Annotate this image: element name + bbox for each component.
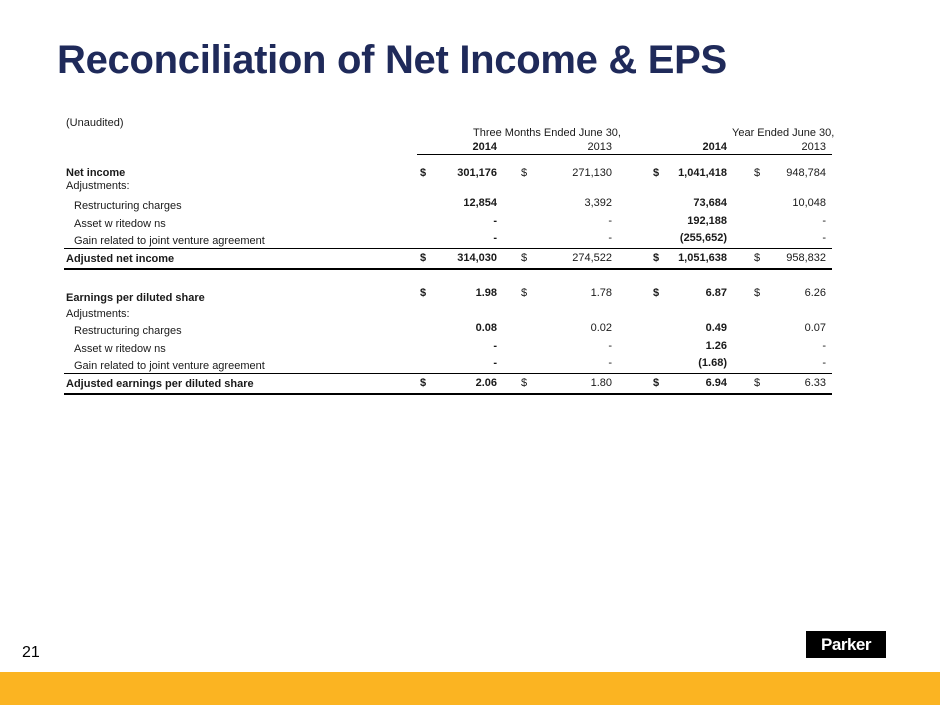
eps-label: Earnings per diluted share: [66, 292, 205, 304]
eps-adjusted-value-2: 1.80: [590, 376, 612, 389]
unaudited-note: (Unaudited): [66, 117, 124, 129]
net-income-adjusted-currency-4: $: [754, 251, 761, 264]
eps-double-rule: [64, 393, 832, 395]
eps-adjustment-2-value-3: 1.26: [705, 339, 727, 352]
eps-adjusted-currency-2: $: [521, 376, 528, 389]
net-income-adjustment-label-2: Asset w ritedow ns: [74, 217, 166, 230]
net-income-main-currency-1: $: [420, 167, 427, 179]
header-year-ended: Year Ended June 30,: [732, 127, 835, 139]
net-income-adjustment-1-value-2: 3,392: [584, 197, 612, 209]
eps-adjusted-currency-1: $: [420, 376, 427, 389]
eps-adjusted-currency-4: $: [754, 376, 761, 389]
net-income-adjustment-label-1: Restructuring charges: [74, 200, 182, 212]
net-income-adjustments-label: Adjustments:: [66, 180, 130, 192]
eps-adjustment-3-value-4: -: [822, 357, 826, 369]
eps-adjustment-3-value-3: (1.68): [698, 357, 727, 369]
eps-main-value-4: 6.26: [804, 287, 826, 299]
header-col2: 2013: [587, 141, 612, 153]
net-income-main-currency-4: $: [754, 167, 761, 179]
net-income-adjusted-value-1: 314,030: [457, 251, 497, 264]
eps-adjusted-value-4: 6.33: [804, 376, 826, 389]
net-income-adjustment-label-3: Gain related to joint venture agreement: [74, 235, 265, 247]
eps-adjustment-3-value-1: -: [493, 357, 497, 369]
eps-adjustment-1-value-3: 0.49: [705, 322, 727, 334]
eps-main-value-3: 6.87: [705, 287, 727, 299]
eps-adjustment-3-value-2: -: [608, 357, 612, 369]
net-income-adjustment-1-value-1: 12,854: [463, 197, 497, 209]
eps-main-currency-2: $: [521, 287, 528, 299]
net-income-adjustment-2-value-1: -: [493, 214, 497, 227]
net-income-adjustment-3-value-2: -: [608, 232, 612, 244]
net-income-adjusted-currency-1: $: [420, 251, 427, 264]
net-income-main-value-4: 948,784: [786, 167, 826, 179]
net-income-double-rule: [64, 268, 832, 270]
net-income-adjusted-value-2: 274,522: [572, 251, 612, 264]
net-income-main-value-3: 1,041,418: [678, 167, 727, 179]
eps-total-rule: [64, 373, 832, 374]
eps-adjustment-label-2: Asset w ritedow ns: [74, 342, 166, 355]
net-income-adjustment-3-value-3: (255,652): [679, 232, 727, 244]
eps-adjustment-1-value-1: 0.08: [475, 322, 497, 334]
net-income-adjustment-1-value-4: 10,048: [792, 197, 826, 209]
header-underline: [417, 154, 832, 155]
eps-main-currency-4: $: [754, 287, 761, 299]
eps-adjustments-label: Adjustments:: [66, 308, 130, 320]
net-income-main-currency-3: $: [653, 167, 660, 179]
net-income-adjusted-value-4: 958,832: [786, 251, 826, 264]
footer-bar: [0, 672, 940, 705]
net-income-adjustment-3-value-4: -: [822, 232, 826, 244]
net-income-main-currency-2: $: [521, 167, 528, 179]
eps-adjustment-label-1: Restructuring charges: [74, 325, 182, 337]
header-three-months: Three Months Ended June 30,: [473, 127, 621, 139]
slide-number: 21: [22, 644, 40, 661]
eps-adjustment-2-value-4: -: [822, 339, 826, 352]
eps-adjusted-label: Adjusted earnings per diluted share: [66, 377, 254, 390]
net-income-total-rule: [64, 248, 832, 249]
slide-title: Reconciliation of Net Income & EPS: [57, 38, 727, 82]
net-income-adjustment-3-value-1: -: [493, 232, 497, 244]
eps-main-value-1: 1.98: [475, 287, 497, 299]
header-col4: 2013: [801, 141, 826, 153]
net-income-adjustment-2-value-2: -: [608, 214, 612, 227]
eps-adjustment-2-value-1: -: [493, 339, 497, 352]
net-income-adjusted-currency-3: $: [653, 251, 660, 264]
net-income-adjusted-currency-2: $: [521, 251, 528, 264]
net-income-adjusted-label: Adjusted net income: [66, 252, 175, 265]
header-col3: 2014: [702, 141, 727, 153]
eps-adjustment-2-value-2: -: [608, 339, 612, 352]
eps-adjustment-label-3: Gain related to joint venture agreement: [74, 360, 265, 372]
eps-adjusted-value-1: 2.06: [475, 376, 497, 389]
eps-adjustment-1-value-2: 0.02: [590, 322, 612, 334]
net-income-main-value-1: 301,176: [457, 167, 497, 179]
eps-adjusted-value-3: 6.94: [705, 376, 727, 389]
net-income-adjustment-2-value-4: -: [822, 214, 826, 227]
net-income-main-value-2: 271,130: [572, 167, 612, 179]
eps-adjustment-1-value-4: 0.07: [804, 322, 826, 334]
net-income-adjusted-value-3: 1,051,638: [678, 251, 727, 264]
header-col1: 2014: [472, 141, 497, 153]
eps-adjusted-currency-3: $: [653, 376, 660, 389]
net-income-adjustment-1-value-3: 73,684: [693, 197, 727, 209]
eps-main-currency-3: $: [653, 287, 660, 299]
eps-main-value-2: 1.78: [590, 287, 612, 299]
parker-logo: Parker: [806, 631, 886, 658]
eps-main-currency-1: $: [420, 287, 427, 299]
net-income-label: Net income: [66, 167, 126, 179]
net-income-adjustment-2-value-3: 192,188: [687, 214, 727, 227]
